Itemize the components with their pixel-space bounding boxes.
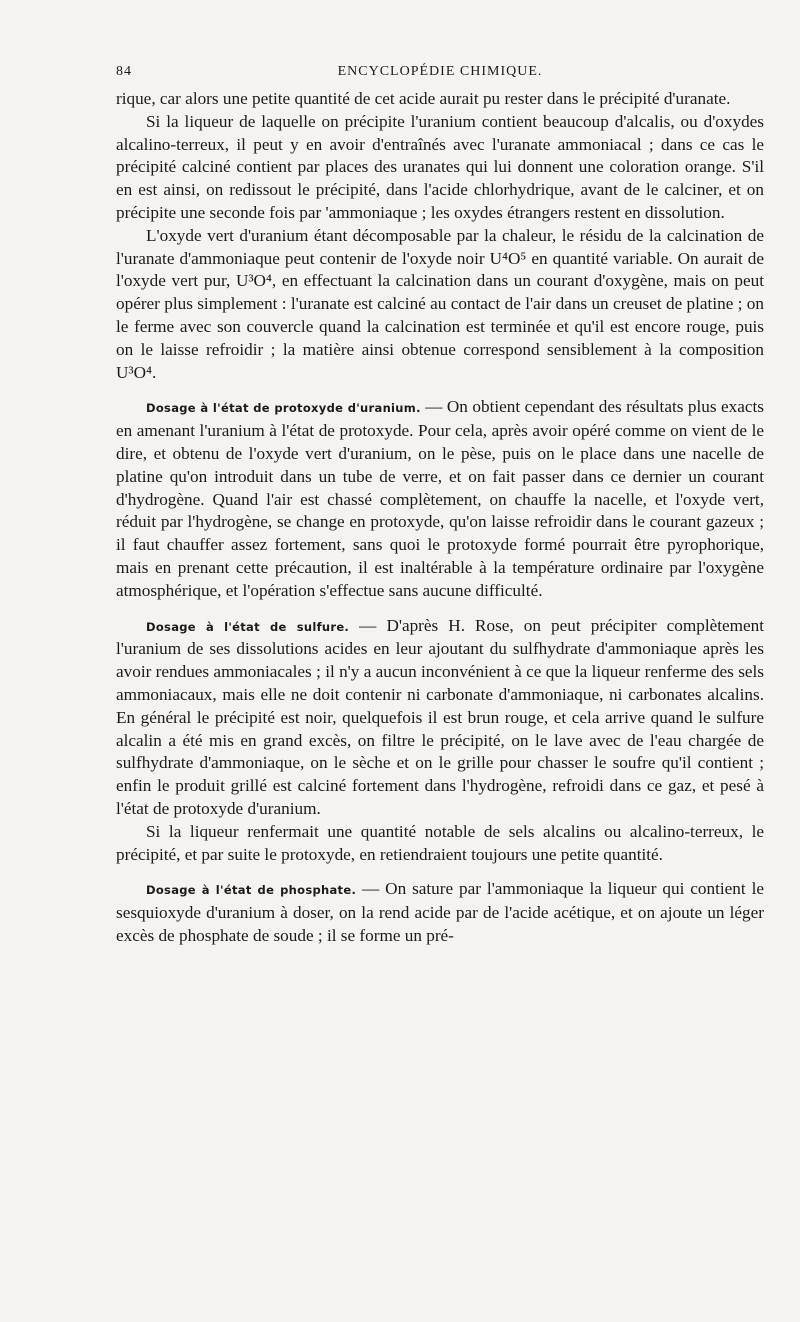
running-title: ENCYCLOPÉDIE CHIMIQUE. bbox=[337, 64, 543, 79]
page-header bbox=[116, 58, 764, 88]
paragraph-alkaline-salts: Si la liqueur renfermait une quantité notable de sels alcalins ou alcalino-terreux, le précipité, et par suite le protoxyde, en retiendraient toujours une petite quantité. bbox=[116, 821, 764, 864]
paragraph-alkali-impurities: Si la liqueur de laquelle on précipite l'uranium contient beaucoup d'alcalis, ou d'oxydes alcalino-terreux, il peut y en avoir d'entraînés avec l'uranate ammoniacal ; dans ce cas le précipité calciné contient par places des uranates qui lui donnent une coloration orange. S'il en est ainsi, on redissout le précipité, dans l'acide chlorhydrique, avant de le calciner, et on précipite une seconde fois par 'ammoniaque ; les oxydes étrangers restent en dissolution. bbox=[116, 111, 764, 222]
section-text-protoxyde: — On obtient cependant des résultats plus exacts en amenant l'uranium à l'état de protoxyde. Pour cela, après avoir opéré comme on vient de le dire, et obtenu de l'oxyde vert d'uranium, on le pèse, puis on le place dans une nacelle de platine qu'on introduit dans un tube de verre, et on fait passer dans ce dernier un courant d'hydrogène. Quand l'air est chassé complètement, on chauffe la nacelle, et l'oxyde vert, réduit par l'hydrogène, se change en protoxyde, qu'on laisse refroidir dans le courant gazeux ; il faut chauffer assez fortement, sans quoi le protoxyde formé pourrait être pyrophorique, mais en prenant cette précaution, il est inaltérable à la température ordinaire par l'oxygène atmosphérique, et l'opération s'effectue sans aucune difficulté. bbox=[116, 397, 764, 600]
section-heading-phosphate: Dosage à l'état de phosphate. bbox=[146, 883, 357, 898]
section-sulfure bbox=[116, 615, 764, 821]
page-number: 84 bbox=[116, 64, 132, 79]
section-text-phosphate: — On sature par l'ammoniaque la liqueur qui contient le sesquioxyde d'uranium à doser, on la rend acide par de l'acide acétique, et on ajoute un léger excès de phosphate de soude ; il se forme un pré- bbox=[116, 879, 764, 945]
section-phosphate bbox=[116, 878, 764, 947]
section-heading-protoxyde: Dosage à l'état de protoxyde d'uranium. bbox=[146, 401, 421, 416]
paragraph-continuation: rique, car alors une petite quantité de cet acide aurait pu rester dans le précipité d'uranate. bbox=[116, 89, 731, 108]
paragraph-green-oxide: L'oxyde vert d'uranium étant décomposable par la chaleur, le résidu de la calcination de l'uranate d'ammoniaque peut contenir de l'oxyde noir U⁴O⁵ en quantité variable. On aurait de l'oxyde vert pur, U³O⁴, en effectuant la calcination dans un courant d'oxygène, mais on peut opérer plus simplement : l'uranate est calciné au contact de l'air dans un creuset de platine ; on le ferme avec son couvercle quand la calcination est terminée et qu'il est encore rouge, puis on le laisse refroidir ; la matière ainsi obtenue correspond sensiblement à la composition U³O⁴. bbox=[116, 225, 764, 382]
section-protoxyde bbox=[116, 396, 764, 602]
section-text-sulfure: — D'après H. Rose, on peut précipiter complètement l'uranium de ses dissolutions acides en leur ajoutant du sulfhydrate d'ammoniaque après les avoir rendues ammoniacales ; il n'y a aucun inconvénient à ce que la liqueur renferme des sels ammoniacaux, mais elle ne doit contenir ni carbonate d'ammoniaque, ni carbonates alcalins. En général le précipité est noir, quelquefois il est brun rouge, et cela arrive quand le sulfure alcalin a été mis en grand excès, on filtre le précipité, on le lave avec de l'eau chargée de sulfhydrate d'ammoniaque, on le sèche et on le grille pour chasser le soufre qu'il contient ; enfin le produit grillé est calciné fortement dans l'hydrogène, refroidi dans ce gaz, et pesé à l'état de protoxyde d'uranium. bbox=[116, 615, 764, 818]
book-page bbox=[116, 58, 764, 948]
section-heading-sulfure: Dosage à l'état de sulfure. bbox=[146, 619, 350, 634]
